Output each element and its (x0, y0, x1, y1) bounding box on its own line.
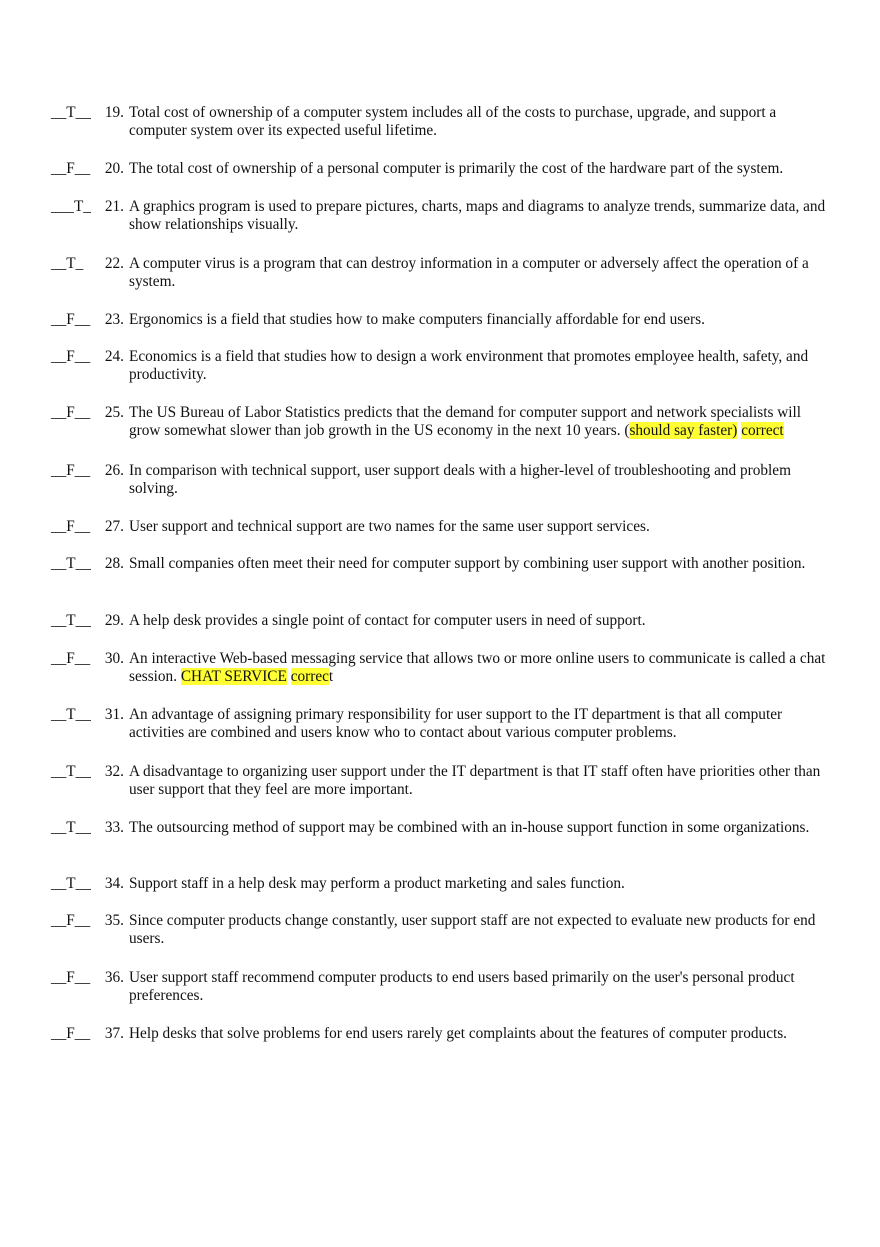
question-number: 24. (104, 348, 124, 365)
question-text: Since computer products change constantly, user support staff are not expected to evaluate new products for end users. (129, 912, 816, 947)
question-number: 35. (104, 912, 124, 929)
question-number: 36. (104, 969, 124, 986)
question-text: An advantage of assigning primary responsibility for user support to the IT department is that all computer activities are combined and users know who to contact about various computer problems. (129, 706, 783, 741)
question-number: 20. (104, 160, 124, 177)
question-text: Total cost of ownership of a computer system includes all of the costs to purchase, upgrade, and support a computer system over its expected useful lifetime. (129, 104, 777, 139)
answer-mark: __F__ (51, 404, 91, 421)
question-number: 23. (104, 311, 124, 328)
answer-mark: __T__ (51, 612, 91, 629)
question-text: In comparison with technical support, user support deals with a higher-level of troubleshooting and problem solving. (129, 462, 791, 497)
answer-mark: __T__ (51, 706, 91, 723)
question-text: The outsourcing method of support may be combined with an in-house support function in some organizations. (129, 819, 810, 836)
highlighted-correct: correct (741, 422, 784, 439)
question-number: 32. (104, 763, 124, 780)
highlighted-note: should say faster) (629, 422, 738, 439)
question-body: An interactive Web-based messaging service that allows two or more online users to communicate is called a chat session. (129, 650, 826, 685)
question-number: 31. (104, 706, 124, 723)
answer-mark: __F__ (51, 912, 91, 929)
question-text: A computer virus is a program that can destroy information in a computer or adversely affect the operation of a system. (129, 255, 809, 290)
question-number: 22. (104, 255, 124, 272)
question-number: 26. (104, 462, 124, 479)
question-number: 28. (104, 555, 124, 572)
answer-mark: __F__ (51, 160, 91, 177)
question-text: Small companies often meet their need for computer support by combining user support with another position. (129, 555, 806, 572)
question-number: 27. (104, 518, 124, 535)
question-text: The total cost of ownership of a personal computer is primarily the cost of the hardware part of the system. (129, 160, 784, 177)
answer-mark: __F__ (51, 311, 91, 328)
highlighted-note: CHAT SERVICE (180, 668, 287, 685)
question-text (129, 404, 829, 440)
answer-mark: __T__ (51, 555, 91, 572)
question-text: A graphics program is used to prepare pictures, charts, maps and diagrams to analyze trends, summarize data, and show relationships visually. (129, 198, 826, 233)
answer-mark: __F__ (51, 1025, 91, 1042)
question-number: 21. (104, 198, 124, 215)
question-text (129, 650, 829, 686)
answer-mark: __F__ (51, 462, 91, 479)
question-number: 34. (104, 875, 124, 892)
question-text: A disadvantage to organizing user support under the IT department is that IT staff often have priorities other than user support that they feel are more important. (129, 763, 821, 798)
answer-mark: __T__ (51, 763, 91, 780)
question-number: 30. (104, 650, 124, 667)
answer-mark: __F__ (51, 348, 91, 365)
highlighted-correct: correc (290, 668, 329, 685)
question-text: Ergonomics is a field that studies how to make computers financially affordable for end users. (129, 311, 705, 328)
question-text: A help desk provides a single point of contact for computer users in need of support. (129, 612, 646, 629)
question-number: 25. (104, 404, 124, 421)
answer-mark: __T_ (51, 255, 84, 272)
answer-mark: __F__ (51, 969, 91, 986)
note-tail: t (328, 668, 334, 685)
answer-mark: ___T_ (51, 198, 91, 215)
question-text: Help desks that solve problems for end users rarely get complaints about the features of computer products. (129, 1025, 788, 1042)
question-text: User support staff recommend computer products to end users based primarily on the user's personal product preferences. (129, 969, 795, 1004)
question-number: 37. (104, 1025, 124, 1042)
question-text: User support and technical support are two names for the same user support services. (129, 518, 650, 535)
question-text: Support staff in a help desk may perform a product marketing and sales function. (129, 875, 625, 892)
question-number: 19. (104, 104, 124, 121)
answer-mark: __T__ (51, 104, 91, 121)
question-body: The US Bureau of Labor Statistics predicts that the demand for computer support and network specialists will grow somewhat slower than job growth in the US economy in the next 10 years. ( (129, 404, 802, 439)
answer-mark: __T__ (51, 875, 91, 892)
answer-mark: __F__ (51, 650, 91, 667)
answer-mark: __T__ (51, 819, 91, 836)
question-number: 29. (104, 612, 124, 629)
question-number: 33. (104, 819, 124, 836)
question-text: Economics is a field that studies how to design a work environment that promotes employee health, safety, and productivity. (129, 348, 809, 383)
answer-mark: __F__ (51, 518, 91, 535)
